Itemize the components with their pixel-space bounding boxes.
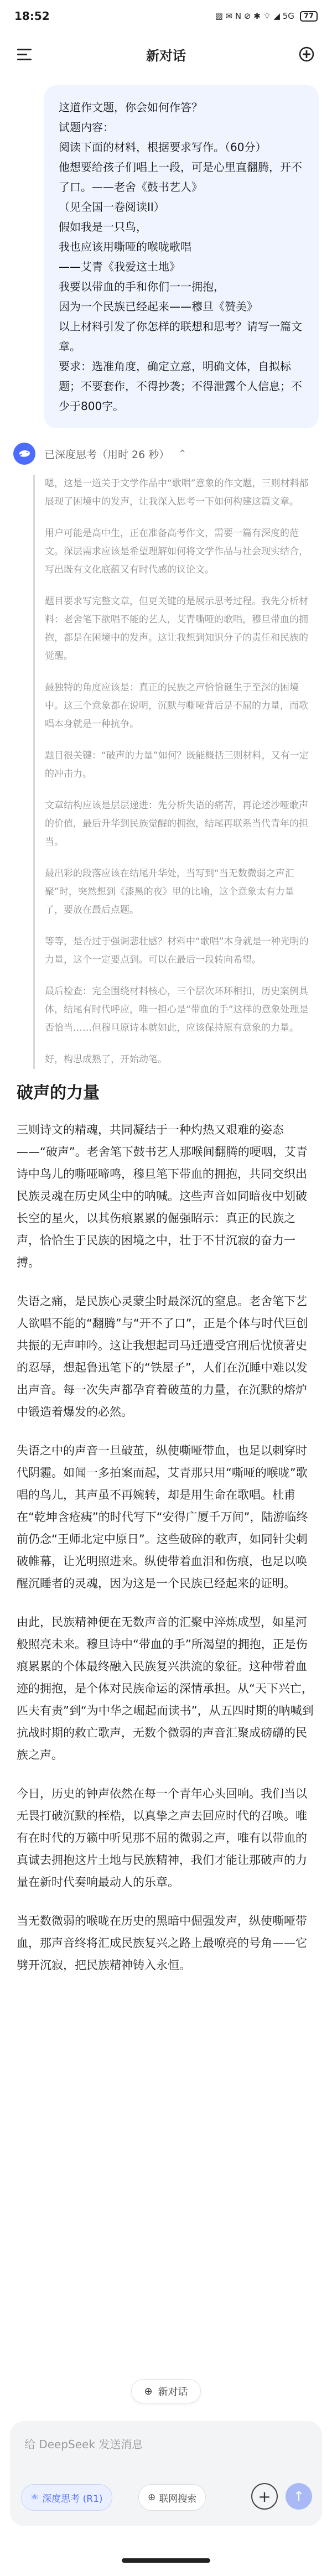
- message-input-box[interactable]: [10, 2421, 322, 2526]
- home-indicator[interactable]: [122, 2558, 210, 2563]
- thinking-paragraph: 题目要求写完整文章，但更关键的是展示思考过程。我先分析材料：老舍笔下欲唱不能的艺人，艾青嘶哑的歌唱，穆旦带血的拥抱，都是在困境中的发声。这让我想到知识分子的责任和民族的觉醒。: [45, 596, 308, 662]
- thinking-paragraph: 文章结构应该是层层递进：先分析失语的痛苦，再论述沙哑歌声的价值，最后升华到民族觉醒的拥抱，结尾再联系当代青年的担当。: [45, 800, 308, 848]
- thinking-paragraph: 最出彩的段落应该在结尾升华处，当写到“当无数微弱之声汇聚”时，突然想到《漆黑的夜》里的比喻，这个意象太有力量了，要放在最后点题。: [45, 868, 294, 916]
- status-bar: [0, 0, 332, 32]
- essay-title: 破声的力量: [17, 1083, 100, 1103]
- new-chat-label: 新对话: [158, 2386, 188, 2398]
- thinking-paragraph: 题目很关键：“破声的力量”如何？既能概括三则材料，又有一定的冲击力。: [45, 750, 309, 780]
- top-nav: [0, 32, 332, 76]
- deepseek-whale-icon: [13, 443, 35, 465]
- user-message-bubble[interactable]: 这道作文题，你会如何作答？ 试题内容： 阅读下面的材料，根据要求写作。（60分） 他想要给孩子们唱上一段，可是心里直翻腾，开不了口。——老舍《鼓书艺人》 （见全国一卷阅读II） 假如我是一只鸟， 我也应该用嘶哑的喉咙歌唱 ——艾青《我爱这土地》 我要以带血的手和你们一一拥抱， 因为一个民族已经起来——穆旦《赞美》 以上材料引发了你怎样的联想和思考？请写一篇文章。 要求：选准角度，确定立意，明确文体，自拟标题；不要套作，不得抄袭；不得泄露个人信息；不少于800字。: [44, 85, 319, 428]
- hamburger-menu-icon[interactable]: [13, 42, 38, 66]
- new-chat-plus-icon: ⊕: [144, 2385, 153, 2397]
- globe-icon: ⊕: [148, 2492, 156, 2503]
- new-chat-icon[interactable]: [294, 42, 319, 66]
- new-chat-bar: [0, 2379, 332, 2403]
- essay-paragraph: 失语之痛，是民族心灵蒙尘时最深沉的窒息。老舍笔下艺人欲唱不能的“翻腾”与“开不了口”，正是个体与时代巨创共振的无声呻吟。这让我想起司马迁遭受宫刑后忧愤著史的忍辱，想起鲁迅笔下的“铁屋子”，人们在沉睡中难以发出声音。每一次失声都孕育着破茧的力量，在沉默的熔炉中锻造着爆发的必然。: [17, 1295, 308, 1419]
- essay-paragraph: 由此，民族精神便在无数声音的汇聚中淬炼成型，如星河般照亮未来。穆旦诗中“带血的手”所渴望的拥抱，正是伤痕累累的个体最终融入民族复兴洪流的象征。这种带着血迹的拥抱，是个体对民族命运的深情承担。从“天下兴亡，匹夫有责”到“为中华之崛起而读书”，从五四时期的呐喊到抗战时期的救亡歌声，无数个微弱的声音汇聚成磅礴的民族之声。: [17, 1616, 314, 1762]
- thinking-paragraph: 最后检查：完全围绕材料核心，三个层次环环相扣，历史案例具体，结尾有时代呼应，唯一担心是“带血的手”这样的意象处理是否恰当……但穆旦原诗本就如此，应该保持原有意象的力量。: [45, 986, 309, 1033]
- thinking-paragraph: 好，构思成熟了，开始动笔。: [45, 1054, 167, 1065]
- web-search-label: 联网搜索: [159, 2493, 197, 2505]
- thinking-content: [33, 475, 312, 1069]
- thinking-paragraph: 嗯，这是一道关于文学作品中“歌唱”意象的作文题，三则材料都展现了困境中的发声，让我深入思考一下如何构建这篇文章。: [45, 478, 309, 507]
- thinking-paragraph: 最独特的角度应该是：真正的民族之声恰恰诞生于至深的困境中。这三个意象都在说明，沉默与嘶哑背后是不屈的力量，而歌唱本身就是一种抗争。: [45, 682, 308, 730]
- thinking-paragraph: 等等，是否过于强调悲壮感？材料中“歌唱”本身就是一种光明的力量，这个一定要点到。可以在最后一段转向希望。: [45, 936, 309, 965]
- deep-think-toggle[interactable]: [21, 2484, 112, 2511]
- status-time: 18:52: [14, 9, 50, 23]
- send-arrow-icon[interactable]: ↑: [286, 2483, 312, 2510]
- essay-paragraph: 失语之中的声音一旦破茧，纵使嘶哑带血，也足以刺穿时代阴霾。如闻一多拍案而起，艾青那只用“嘶哑的喉咙”歌唱的鸟儿，其声虽不再婉转，却是用生命在歌唱。杜甫在“乾坤含疮痍”的时代写下“安得广厦千万间”，陆游临终前仍念“王师北定中原日”。这些破碎的歌声，如同针尖刺破帷幕，让光明照进来。纵使带着血泪和伤痕，也足以唤醒沉睡者的灵魂，因为这是一个民族已经起来的证明。: [17, 1444, 308, 1590]
- attach-plus-icon[interactable]: +: [251, 2483, 278, 2510]
- new-chat-button[interactable]: [131, 2379, 200, 2403]
- thinking-header[interactable]: [13, 443, 319, 465]
- essay-paragraph: 三则诗文的精魂，共同凝结于一种灼热又艰难的姿态——“破声”。老舍笔下鼓书艺人那喉间翻腾的哽咽，艾青诗中鸟儿的嘶哑啼鸣，穆旦笔下带血的拥抱，共同交织出民族灵魂在历史风尘中的呐喊。这些声音如同暗夜中划破长空的星火，以其伤痕累累的倔强昭示：真正的民族之声，恰恰生于民族的困境之中，壮于不甘沉寂的奋力一搏。: [17, 1123, 308, 1269]
- page-title: 新对话: [146, 48, 186, 64]
- thinking-label: 已深度思考（用时 26 秒）: [44, 448, 170, 461]
- atom-icon: ⚛: [30, 2492, 39, 2503]
- battery-icon: 77: [300, 11, 318, 22]
- message-input[interactable]: 给 DeepSeek 发送消息: [24, 2438, 143, 2451]
- essay-paragraph: 当无数微弱的喉咙在历史的黑暗中倔强发声，纵使嘶哑带血，那声音终将汇成民族复兴之路上最嘹亮的号角——它劈开沉寂，把民族精神铸入永恒。: [17, 1914, 307, 1972]
- thinking-paragraph: 用户可能是高中生，正在准备高考作文，需要一篇有深度的范文。深层需求应该是希望理解如何将文学作品与社会现实结合，写出既有文化底蕴又有时代感的议论文。: [45, 528, 308, 575]
- status-indicator-icons: ▨ ✉ N ⊘ ✱ ⌔ ◢ 5G: [215, 11, 294, 21]
- chevron-up-icon: ⌃: [178, 448, 187, 460]
- essay-paragraph: 今日，历史的钟声依然在每一个青年心头回响。我们当以无畏打破沉默的桎梏，以真挚之声去回应时代的召唤。唯有在时代的万籁中听见那不屈的微弱之声，唯有以带血的真诚去拥抱这片土地与民族精神，我们才能让那破声的力量在新时代奏响最动人的乐章。: [17, 1787, 307, 1889]
- web-search-toggle[interactable]: [138, 2484, 206, 2511]
- status-icons: [215, 11, 318, 22]
- assistant-answer: [17, 1082, 315, 1976]
- deep-think-label: 深度思考 (R1): [42, 2493, 103, 2505]
